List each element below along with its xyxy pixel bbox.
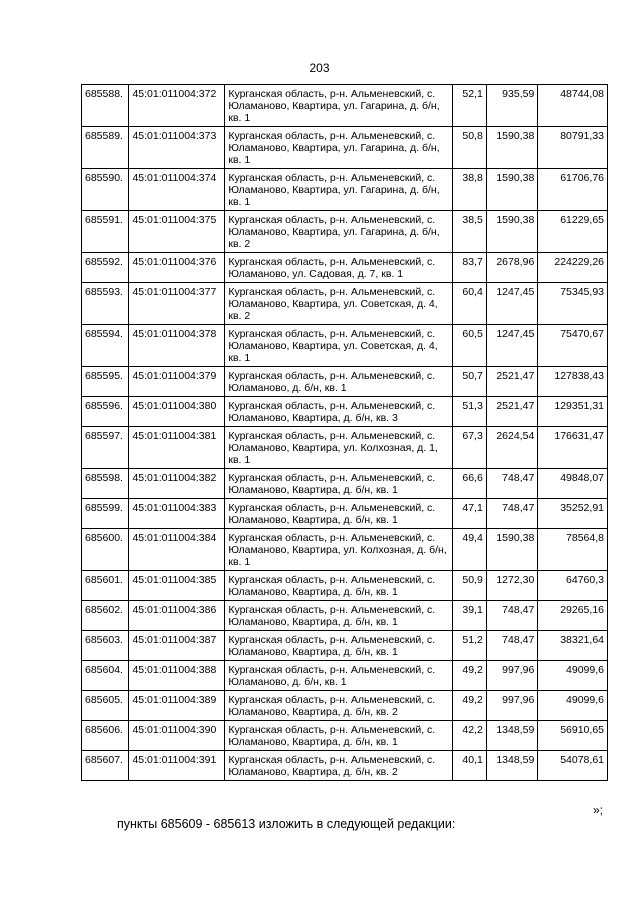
row-number-cell: 685602. [82,601,129,631]
total-value-cell: 61229,65 [538,211,608,253]
area-cell: 50,8 [452,127,486,169]
row-number-cell: 685603. [82,631,129,661]
cadastral-number-cell: 45:01:011004:380 [129,397,225,427]
row-number-cell: 685594. [82,325,129,367]
address-cell: Курганская область, р-н. Альменевский, с. Юламаново, Квартира, д. б/н, кв. 2 [225,751,452,781]
table-row [82,427,608,469]
total-value-cell: 224229,26 [538,253,608,283]
area-cell: 39,1 [452,601,486,631]
total-value-cell: 75345,93 [538,283,608,325]
cadastral-number-cell: 45:01:011004:373 [129,127,225,169]
unit-price-cell: 748,47 [486,499,537,529]
total-value-cell: 61706,76 [538,169,608,211]
address-cell: Курганская область, р-н. Альменевский, с. Юламаново, Квартира, д. б/н, кв. 1 [225,721,452,751]
total-value-cell: 35252,91 [538,499,608,529]
cadastral-number-cell: 45:01:011004:377 [129,283,225,325]
unit-price-cell: 1247,45 [486,325,537,367]
unit-price-cell: 997,96 [486,691,537,721]
cadastral-number-cell: 45:01:011004:374 [129,169,225,211]
row-number-cell: 685598. [82,469,129,499]
unit-price-cell: 1590,38 [486,169,537,211]
row-number-cell: 685593. [82,283,129,325]
page-number: 203 [309,61,330,75]
total-value-cell: 80791,33 [538,127,608,169]
row-number-cell: 685590. [82,169,129,211]
row-number-cell: 685606. [82,721,129,751]
address-cell: Курганская область, р-н. Альменевский, с. Юламаново, д. б/н, кв. 1 [225,367,452,397]
area-cell: 42,2 [452,721,486,751]
table-row [82,721,608,751]
table-row [82,127,608,169]
area-cell: 66,6 [452,469,486,499]
area-cell: 38,8 [452,169,486,211]
unit-price-cell: 997,96 [486,661,537,691]
address-cell: Курганская область, р-н. Альменевский, с. Юламаново, Квартира, ул. Гагарина, д. б/н, кв. 2 [225,211,452,253]
unit-price-cell: 748,47 [486,601,537,631]
cadastral-number-cell: 45:01:011004:385 [129,571,225,601]
table-row [82,631,608,661]
total-value-cell: 75470,67 [538,325,608,367]
registry-table-body [82,85,608,781]
address-cell: Курганская область, р-н. Альменевский, с. Юламаново, Квартира, ул. Советская, д. 4, кв. 2 [225,283,452,325]
table-row [82,751,608,781]
total-value-cell: 54078,61 [538,751,608,781]
table-row [82,601,608,631]
registry-table [81,84,608,781]
row-number-cell: 685601. [82,571,129,601]
area-cell: 47,1 [452,499,486,529]
unit-price-cell: 2521,47 [486,397,537,427]
area-cell: 49,2 [452,691,486,721]
total-value-cell: 129351,31 [538,397,608,427]
row-number-cell: 685600. [82,529,129,571]
area-cell: 60,4 [452,283,486,325]
row-number-cell: 685591. [82,211,129,253]
closing-quote: »; [593,803,604,817]
table-row [82,325,608,367]
unit-price-cell: 748,47 [486,631,537,661]
row-number-cell: 685604. [82,661,129,691]
cadastral-number-cell: 45:01:011004:383 [129,499,225,529]
table-row [82,169,608,211]
unit-price-cell: 1590,38 [486,211,537,253]
address-cell: Курганская область, р-н. Альменевский, с. Юламаново, Квартира, д. б/н, кв. 1 [225,469,452,499]
row-number-cell: 685605. [82,691,129,721]
table-row [82,253,608,283]
row-number-cell: 685588. [82,85,129,127]
cadastral-number-cell: 45:01:011004:372 [129,85,225,127]
address-cell: Курганская область, р-н. Альменевский, с. Юламаново, Квартира, д. б/н, кв. 1 [225,601,452,631]
unit-price-cell: 2678,96 [486,253,537,283]
total-value-cell: 176631,47 [538,427,608,469]
cadastral-number-cell: 45:01:011004:388 [129,661,225,691]
row-number-cell: 685597. [82,427,129,469]
total-value-cell: 29265,16 [538,601,608,631]
unit-price-cell: 748,47 [486,469,537,499]
table-row [82,661,608,691]
unit-price-cell: 1590,38 [486,127,537,169]
area-cell: 50,9 [452,571,486,601]
total-value-cell: 49099,6 [538,691,608,721]
area-cell: 52,1 [452,85,486,127]
cadastral-number-cell: 45:01:011004:389 [129,691,225,721]
unit-price-cell: 935,59 [486,85,537,127]
total-value-cell: 38321,64 [538,631,608,661]
row-number-cell: 685592. [82,253,129,283]
cadastral-number-cell: 45:01:011004:376 [129,253,225,283]
total-value-cell: 78564,8 [538,529,608,571]
table-row [82,499,608,529]
cadastral-number-cell: 45:01:011004:386 [129,601,225,631]
instruction-text: пункты 685609 - 685613 изложить в следующей редакции: [117,817,456,831]
total-value-cell: 49099,6 [538,661,608,691]
area-cell: 49,4 [452,529,486,571]
address-cell: Курганская область, р-н. Альменевский, с. Юламаново, ул. Садовая, д. 7, кв. 1 [225,253,452,283]
row-number-cell: 685596. [82,397,129,427]
table-row [82,571,608,601]
cadastral-number-cell: 45:01:011004:384 [129,529,225,571]
total-value-cell: 64760,3 [538,571,608,601]
area-cell: 60,5 [452,325,486,367]
row-number-cell: 685607. [82,751,129,781]
row-number-cell: 685599. [82,499,129,529]
unit-price-cell: 1590,38 [486,529,537,571]
area-cell: 40,1 [452,751,486,781]
address-cell: Курганская область, р-н. Альменевский, с. Юламаново, Квартира, д. б/н, кв. 3 [225,397,452,427]
cadastral-number-cell: 45:01:011004:382 [129,469,225,499]
unit-price-cell: 1247,45 [486,283,537,325]
row-number-cell: 685595. [82,367,129,397]
address-cell: Курганская область, р-н. Альменевский, с. Юламаново, Квартира, ул. Колхозная, д. 1, кв. 1 [225,427,452,469]
area-cell: 67,3 [452,427,486,469]
area-cell: 51,2 [452,631,486,661]
table-row [82,85,608,127]
area-cell: 50,7 [452,367,486,397]
table-row [82,211,608,253]
address-cell: Курганская область, р-н. Альменевский, с. Юламаново, Квартира, д. б/н, кв. 1 [225,631,452,661]
table-row [82,691,608,721]
table-row [82,397,608,427]
unit-price-cell: 2624,54 [486,427,537,469]
address-cell: Курганская область, р-н. Альменевский, с. Юламаново, Квартира, ул. Гагарина, д. б/н, кв. 1 [225,169,452,211]
total-value-cell: 127838,43 [538,367,608,397]
cadastral-number-cell: 45:01:011004:390 [129,721,225,751]
address-cell: Курганская область, р-н. Альменевский, с. Юламаново, Квартира, ул. Гагарина, д. б/н, кв. 1 [225,85,452,127]
address-cell: Курганская область, р-н. Альменевский, с. Юламаново, д. б/н, кв. 1 [225,661,452,691]
total-value-cell: 49848,07 [538,469,608,499]
cadastral-number-cell: 45:01:011004:378 [129,325,225,367]
unit-price-cell: 1348,59 [486,721,537,751]
cadastral-number-cell: 45:01:011004:379 [129,367,225,397]
cadastral-number-cell: 45:01:011004:381 [129,427,225,469]
unit-price-cell: 2521,47 [486,367,537,397]
address-cell: Курганская область, р-н. Альменевский, с. Юламаново, Квартира, д. б/н, кв. 1 [225,571,452,601]
area-cell: 38,5 [452,211,486,253]
area-cell: 51,3 [452,397,486,427]
cadastral-number-cell: 45:01:011004:375 [129,211,225,253]
unit-price-cell: 1272,30 [486,571,537,601]
cadastral-number-cell: 45:01:011004:387 [129,631,225,661]
unit-price-cell: 1348,59 [486,751,537,781]
total-value-cell: 48744,08 [538,85,608,127]
table-row [82,529,608,571]
table-row [82,283,608,325]
address-cell: Курганская область, р-н. Альменевский, с. Юламаново, Квартира, д. б/н, кв. 2 [225,691,452,721]
total-value-cell: 56910,65 [538,721,608,751]
area-cell: 49,2 [452,661,486,691]
table-row [82,367,608,397]
area-cell: 83,7 [452,253,486,283]
cadastral-number-cell: 45:01:011004:391 [129,751,225,781]
row-number-cell: 685589. [82,127,129,169]
table-row [82,469,608,499]
address-cell: Курганская область, р-н. Альменевский, с. Юламаново, Квартира, д. б/н, кв. 1 [225,499,452,529]
address-cell: Курганская область, р-н. Альменевский, с. Юламаново, Квартира, ул. Колхозная, д. б/н, кв. 1 [225,529,452,571]
address-cell: Курганская область, р-н. Альменевский, с. Юламаново, Квартира, ул. Советская, д. 4, кв. 1 [225,325,452,367]
address-cell: Курганская область, р-н. Альменевский, с. Юламаново, Квартира, ул. Гагарина, д. б/н, кв. 1 [225,127,452,169]
